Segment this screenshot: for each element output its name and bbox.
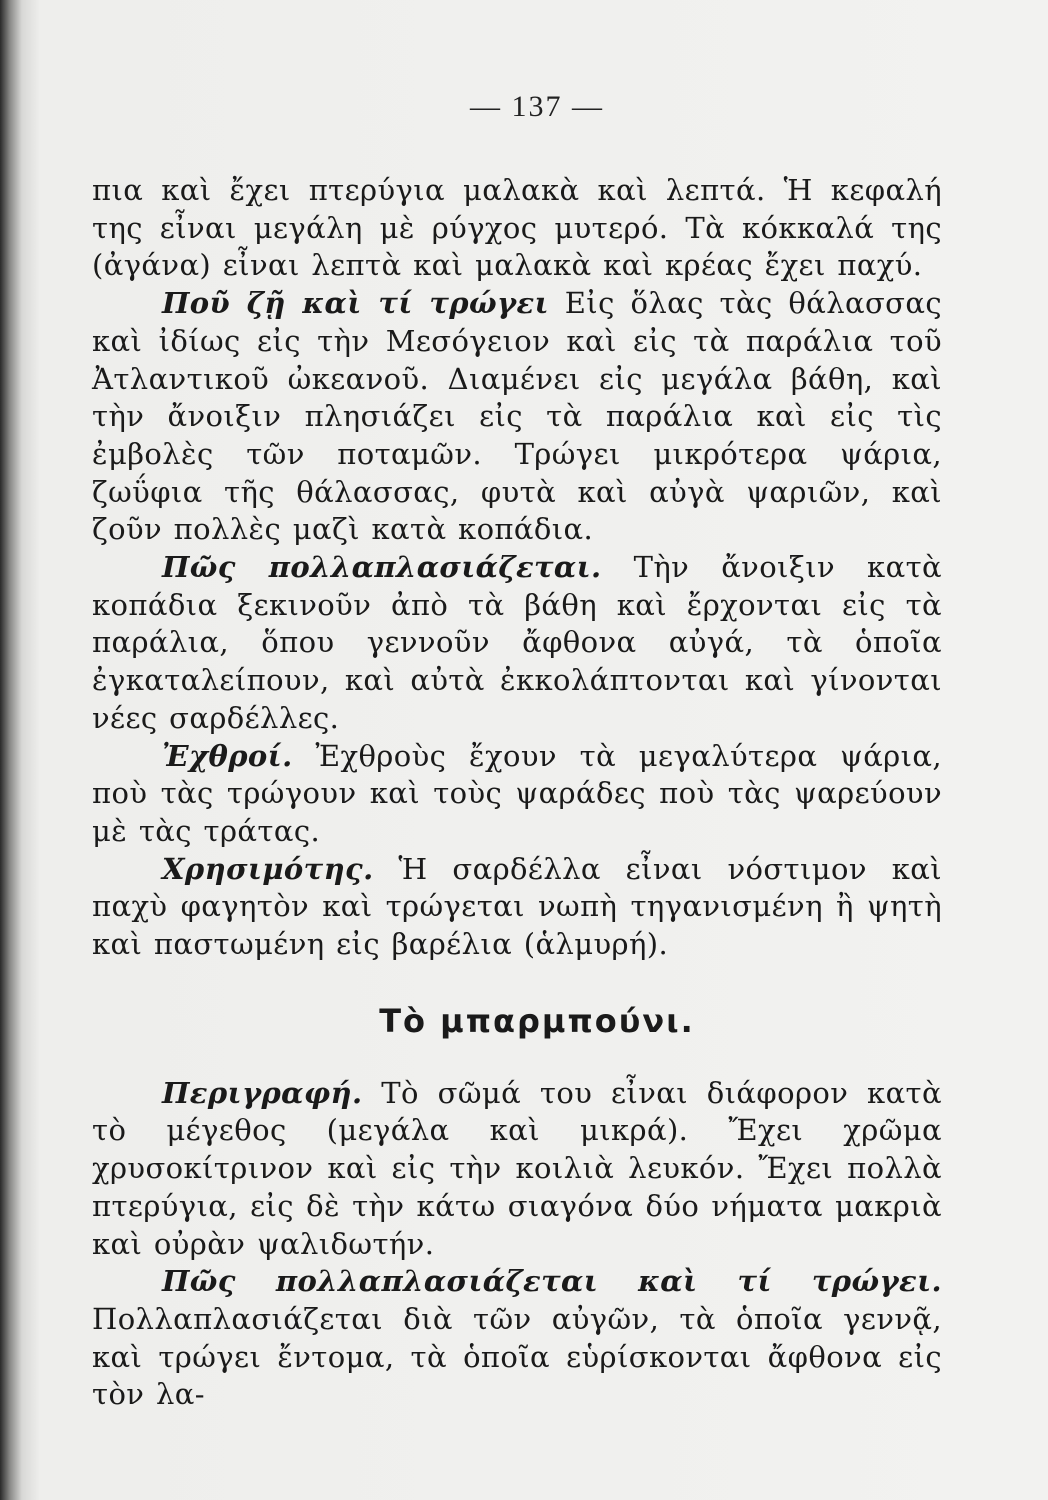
- paragraph-lead: Ἐχθροί.: [162, 738, 293, 773]
- paragraph-enemies: [92, 738, 942, 851]
- page-number: — 137 —: [470, 90, 604, 123]
- paragraph-reproduction: [92, 549, 942, 738]
- paragraph-usefulness: [92, 851, 942, 964]
- paragraph-body: πια καὶ ἔχει πτερύγια μαλακὰ καὶ λεπτά. Ἡ κεφαλή της εἶναι μεγάλη μὲ ρύγχος μυτερό. Τὰ κόκκαλά της (ἀγάνα) εἶναι λεπτὰ καὶ μαλακὰ καὶ κρέας ἔχει παχύ.: [92, 173, 942, 283]
- paragraph-lead: Περιγραφή.: [162, 1075, 363, 1110]
- paragraph-body: Τὴν ἄνοιξιν κατὰ κοπάδια ξεκινοῦν ἀπὸ τὰ βάθη καὶ ἔρχονται εἰς τὰ παράλια, ὅπου γεννοῦν ἄφθονα αὐγά, τὰ ὁποῖα ἐγκαταλείπουν, καὶ αὐτὰ ἐκκολάπτονται καὶ γίνονται νέες σαρδέλλες.: [92, 550, 942, 735]
- paragraph-description: [92, 1075, 942, 1264]
- page-text: [92, 90, 942, 1414]
- paragraph-body: Τὸ σῶμά του εἶναι διάφορον κατὰ τὸ μέγεθος (μεγάλα καὶ μικρά). Ἔχει χρῶμα χρυσοκίτρινον καὶ εἰς τὴν κοιλιὰ λευκόν. Ἔχει πολλὰ πτερύγια, εἰς δὲ τὴν κάτω σιαγόνα δύο νήματα μακριὰ καὶ οὐρὰν ψαλιδωτήν.: [92, 1075, 942, 1261]
- paragraph-habitat: [92, 285, 942, 549]
- paragraph-lead: Ποῦ ζῇ καὶ τί τρώγει: [162, 286, 549, 321]
- section-title: Τὸ μπαρμπούνι.: [379, 1001, 695, 1040]
- paragraph-lead: Πῶς πολλαπλασιάζεται.: [162, 550, 602, 585]
- paragraph-reproduction-food: [92, 1263, 942, 1414]
- paragraph-body: Εἰς ὅλας τὰς θάλασσας καὶ ἰδίως εἰς τὴν Μεσόγειον καὶ εἰς τὰ παράλια τοῦ Ἀτλαντικοῦ ὠκεανοῦ. Διαμένει εἰς μεγάλα βάθη, καὶ τὴν ἄνοιξιν πλησιάζει εἰς τὰ παράλια καὶ εἰς τὶς ἐμβολὲς τῶν ποταμῶν. Τρώγει μικρότερα ψάρια, ζωΰφια τῆς θάλασσας, φυτὰ καὶ αὐγὰ ψαριῶν, καὶ ζοῦν πολλὲς μαζὶ κατὰ κοπάδια.: [92, 286, 942, 547]
- paragraph-body: Ἡ σαρδέλλα εἶναι νόστιμον καὶ παχὺ φαγητὸν καὶ τρώγεται νωπὴ τηγανισμένη ἢ ψητὴ καὶ παστωμένη εἰς βαρέλια (ἁλμυρή).: [92, 851, 942, 962]
- paragraph-lead: Χρησιμότης.: [162, 851, 374, 886]
- paragraph-body: Ἐχθροὺς ἔχουν τὰ μεγαλύτερα ψάρια, ποὺ τὰς τρώγουν καὶ τοὺς ψαράδες ποὺ τὰς ψαρεύουν μὲ τὰς τράτας.: [92, 738, 942, 848]
- paragraph-body: Πολλαπλασιάζεται διὰ τῶν αὐγῶν, τὰ ὁποῖα γεννᾷ, καὶ τρώγει ἔντομα, τὰ ὁποῖα εὑρίσκονται ἄφθονα εἰς τὸν λα-: [92, 1301, 942, 1412]
- paragraph-intro: [92, 172, 942, 285]
- paragraph-lead: Πῶς πολλαπλασιάζεται καὶ τί τρώγει.: [162, 1264, 942, 1299]
